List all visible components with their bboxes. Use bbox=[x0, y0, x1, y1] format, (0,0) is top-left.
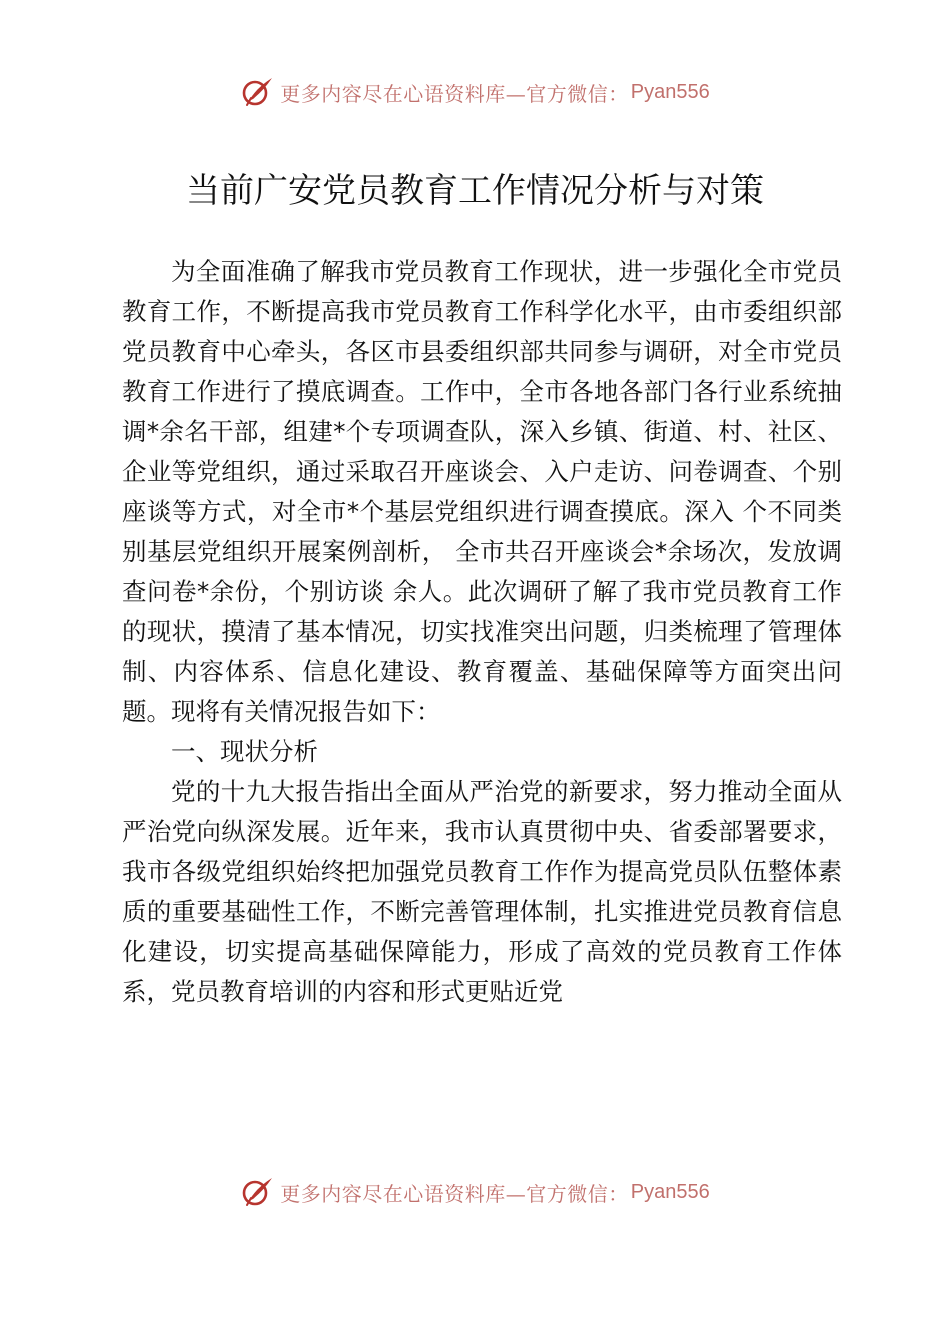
document-title: 当前广安党员教育工作情况分析与对策 bbox=[186, 171, 764, 211]
document-body bbox=[122, 252, 842, 1012]
watermark-text: 更多内容尽在心语资料库—官方微信： bbox=[280, 1181, 629, 1206]
body-paragraph: 党的十九大报告指出全面从严治党的新要求，努力推动全面从严治党向纵深发展。近年来，我市认真贯彻中央、省委部署要求，我市各级党组织始终把加强党员教育工作作为提高党员队伍整体素质的重要基础性工作，不断完善管理体制，扎实推进党员教育信息化建设，切实提高基础保障能力，形成了高效的党员教育工作体系，党员教育培训的内容和形式更贴近党 bbox=[122, 777, 842, 1006]
section-heading: 一、现状分析 bbox=[171, 737, 318, 766]
watermark-text: 更多内容尽在心语资料库—官方微信： bbox=[280, 81, 629, 106]
quill-pen-logo-icon bbox=[240, 74, 276, 110]
header-watermark-banner bbox=[0, 72, 950, 112]
watermark-wechat-id: Pyan556 bbox=[630, 1180, 710, 1203]
footer-watermark-banner bbox=[0, 1172, 950, 1212]
watermark-wechat-id: Pyan556 bbox=[630, 80, 710, 103]
quill-pen-logo-icon bbox=[240, 1174, 276, 1210]
intro-paragraph: 为全面准确了解我市党员教育工作现状，进一步强化全市党员教育工作，不断提高我市党员教育工作科学化水平，由市委组织部党员教育中心牵头，各区市县委组织部共同参与调研，对全市党员教育工作进行了摸底调查。工作中，全市各地各部门各行业系统抽调*余名干部，组建*个专项调查队，深入乡镇、街道、村、社区、企业等党组织，通过采取召开座谈会、入户走访、问卷调查、个别座谈等方式，对全市*个基层党组织进行调查摸底。深入 个不同类别基层党组织开展案例剖析， 全市共召开座谈会*余场次，发放调查问卷*余份，个别访谈 余人。此次调研了解了我市党员教育工作的现状，摸清了基本情况，切实找准突出问题，归类梳理了管理体制、内容体系、信息化建设、教育覆盖、基础保障等方面突出问题。现将有关情况报告如下： bbox=[122, 257, 842, 726]
